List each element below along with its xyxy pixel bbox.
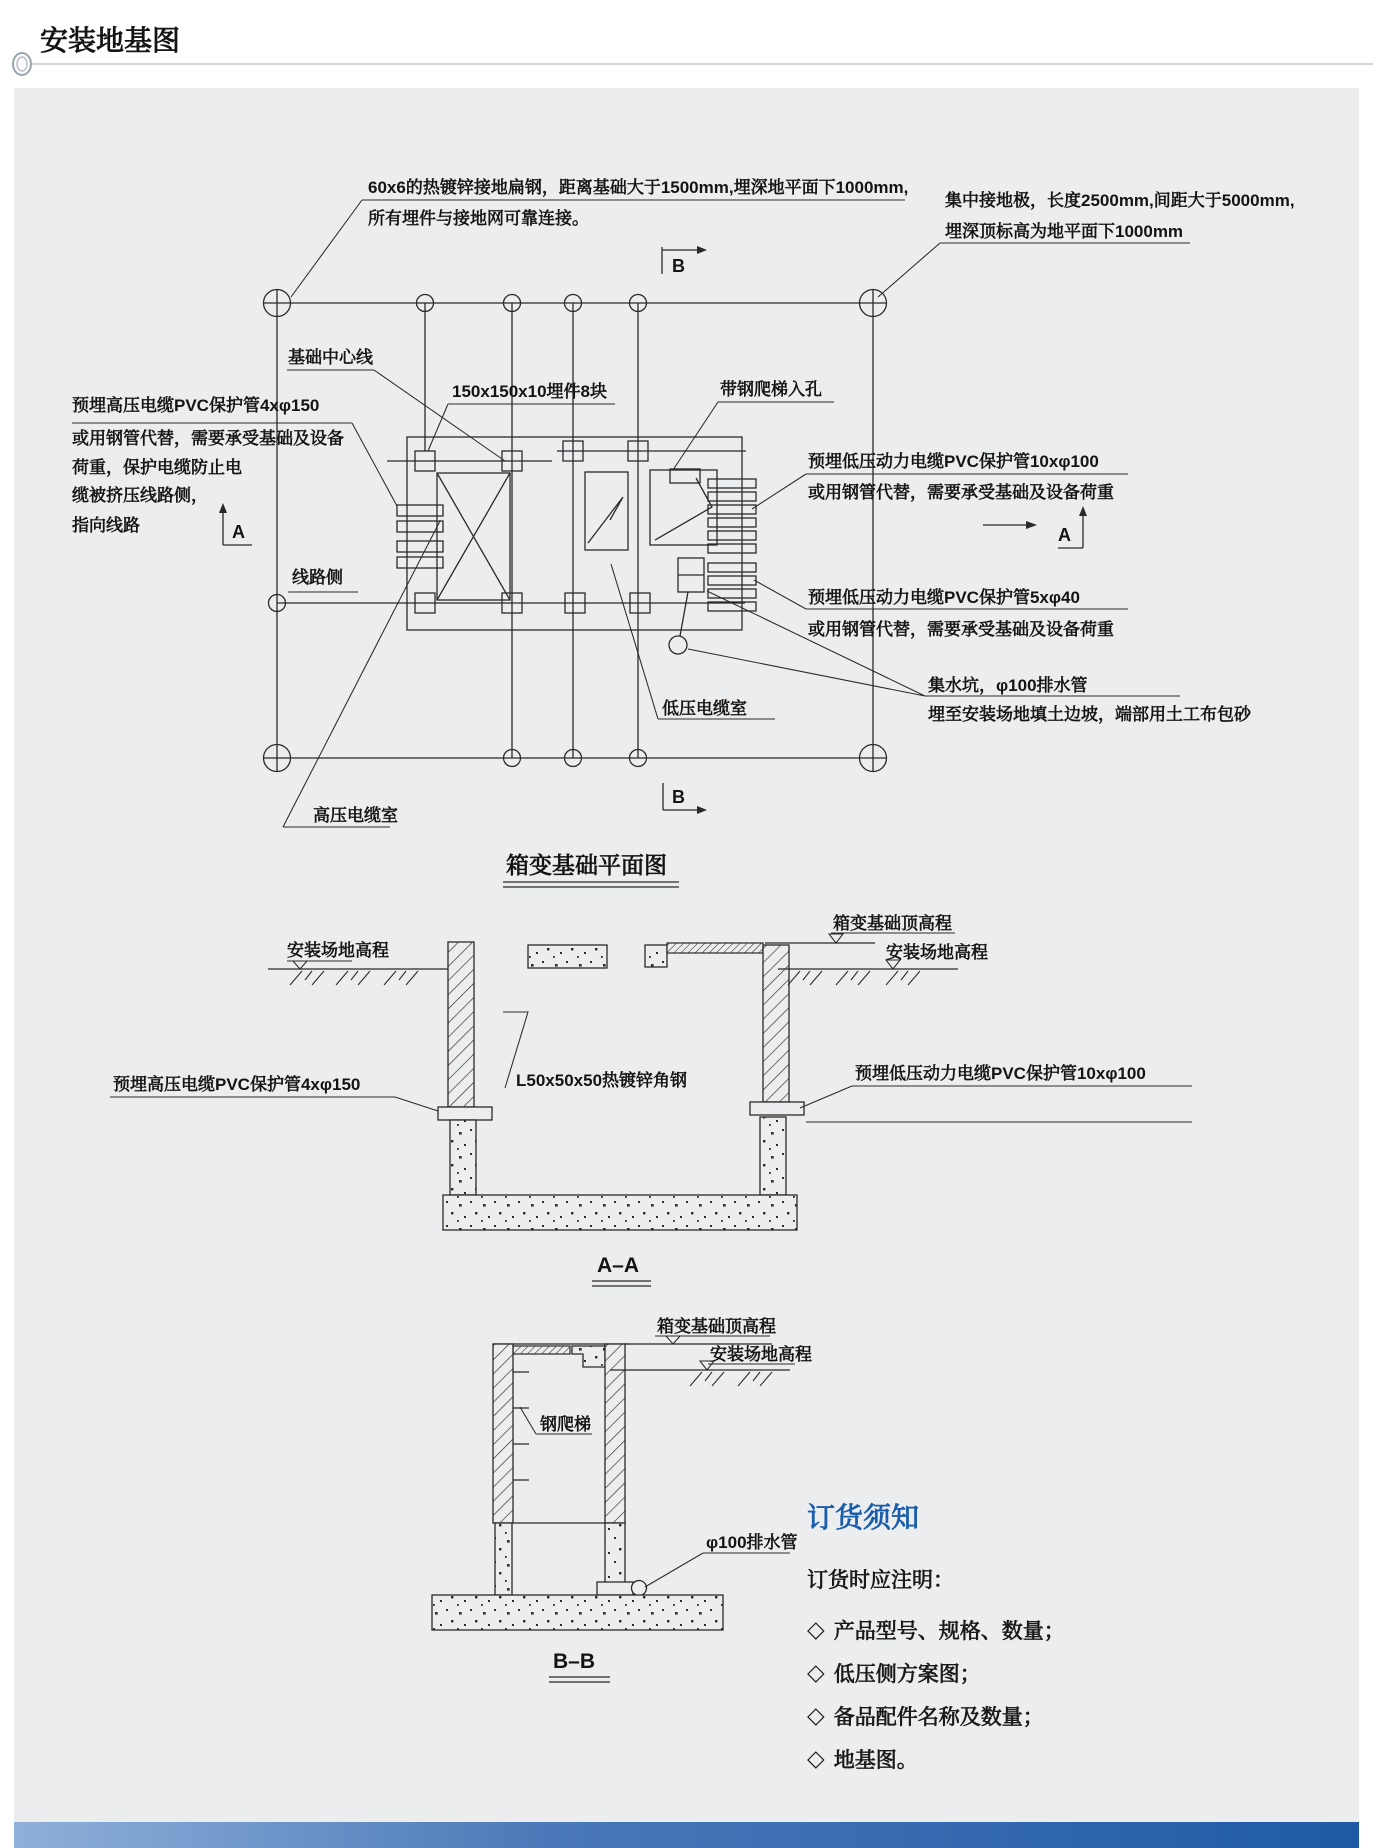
aa-bottom-slab bbox=[443, 1195, 797, 1230]
ordering-list bbox=[807, 1608, 1227, 1780]
bb-ladder-label: 钢爬梯 bbox=[540, 1415, 591, 1434]
ordering-item-label: 备品配件名称及数量； bbox=[833, 1705, 1044, 1729]
lv-cable-room bbox=[585, 472, 628, 550]
page-title: 安装地基图 bbox=[40, 25, 181, 56]
bb-drain-label: φ100排水管 bbox=[706, 1533, 798, 1552]
bb-right-wall bbox=[605, 1344, 625, 1523]
foundation-outline bbox=[407, 437, 742, 630]
bb-drain-leader bbox=[645, 1553, 790, 1587]
plan-title: 箱变基础平面图 bbox=[506, 852, 667, 878]
ordering-item bbox=[807, 1651, 1227, 1694]
note-center-line: 基础中心线 bbox=[288, 348, 373, 367]
note-electrode-2: 埋深顶标高为地平面下1000mm bbox=[945, 222, 1184, 241]
aa-left-stem bbox=[450, 1120, 476, 1195]
ordering-heading: 订货须知 bbox=[807, 1502, 920, 1533]
note-ground-strap-1: 60x6的热镀锌接地扁钢，距离基础大于1500mm,埋深地平面下1000mm, bbox=[368, 178, 909, 197]
ordering-item-label: 低压侧方案图； bbox=[833, 1662, 981, 1686]
aa-foundation-top: 箱变基础顶高程 bbox=[833, 914, 952, 933]
note-sump-1: 集水坑，φ100排水管 bbox=[928, 676, 1088, 695]
note-embed-plates: 150x150x10埋件8块 bbox=[452, 382, 608, 401]
label-line-side: 线路侧 bbox=[292, 568, 343, 587]
bb-left-wall bbox=[493, 1344, 513, 1523]
aa-level-symbol-top bbox=[829, 933, 955, 943]
aa-site-level-left: 安装场地高程 bbox=[287, 941, 389, 960]
marker-a-label: A bbox=[232, 522, 245, 542]
lv-pipe-bank-10 bbox=[708, 479, 756, 553]
label-hv-room: 高压电缆室 bbox=[313, 806, 398, 825]
section-marker-a-left bbox=[219, 503, 252, 545]
bb-angle-frame bbox=[513, 1346, 570, 1354]
aa-lv-pipe-label: 预埋低压动力电缆PVC保护管10xφ100 bbox=[855, 1064, 1146, 1083]
lv-pipe-bank-5 bbox=[708, 563, 756, 611]
marker-b-label: B bbox=[672, 787, 685, 807]
sump-and-drain bbox=[669, 558, 704, 654]
aa-title-underline bbox=[592, 1281, 651, 1286]
diamond-bullet-icon: ◇ bbox=[807, 1745, 825, 1771]
diamond-bullet-icon: ◇ bbox=[807, 1616, 825, 1642]
aa-lv-leader bbox=[800, 1086, 1192, 1122]
bb-level-symbol-top bbox=[655, 1336, 770, 1344]
plan-leader-lines bbox=[72, 200, 1190, 827]
bb-title: B–B bbox=[553, 1650, 596, 1673]
bb-drain-pipe bbox=[597, 1582, 633, 1595]
note-lv10-1: 预埋低压动力电缆PVC保护管10xφ100 bbox=[808, 452, 1099, 471]
ordering-item bbox=[807, 1608, 1227, 1651]
marker-b-label: B bbox=[672, 256, 685, 276]
ordering-item-label: 产品型号、规格、数量； bbox=[833, 1619, 1065, 1643]
diamond-bullet-icon: ◇ bbox=[807, 1702, 825, 1728]
aa-hv-leader bbox=[110, 1097, 438, 1111]
marker-a-label: A bbox=[1058, 525, 1071, 545]
bb-bottom-slab bbox=[432, 1595, 723, 1630]
hv-cable-room bbox=[437, 473, 510, 600]
bb-title-underline bbox=[549, 1677, 610, 1682]
aa-left-wall bbox=[448, 942, 474, 1107]
note-lv10-2: 或用钢管代替，需要承受基础及设备荷重 bbox=[808, 483, 1114, 502]
note-lv5-1: 预埋低压动力电缆PVC保护管5xφ40 bbox=[808, 588, 1080, 607]
ordering-item bbox=[807, 1694, 1227, 1737]
note-ground-strap-2: 所有埋件与接地网可靠连接。 bbox=[368, 209, 589, 228]
section-bb bbox=[432, 1316, 812, 1682]
bb-top-step bbox=[572, 1346, 605, 1367]
aa-pad-2 bbox=[645, 945, 667, 967]
note-manhole: 带钢爬梯入孔 bbox=[720, 380, 822, 399]
embedded-plates bbox=[415, 441, 650, 613]
section-marker-a-right bbox=[983, 506, 1087, 548]
aa-angle-steel-label: L50x50x50热镀锌角钢 bbox=[516, 1071, 688, 1090]
plan-title-underline bbox=[503, 882, 679, 887]
note-hv-3: 荷重，保护电缆防止电 bbox=[72, 458, 242, 477]
bb-foundation-top: 箱变基础顶高程 bbox=[657, 1317, 776, 1336]
aa-title: A–A bbox=[597, 1254, 640, 1277]
ordering-item bbox=[807, 1737, 1227, 1780]
plan-view bbox=[72, 177, 1295, 887]
aa-pad-1 bbox=[528, 945, 607, 968]
diamond-bullet-icon: ◇ bbox=[807, 1659, 825, 1685]
note-hv-4: 缆被挤压线路侧， bbox=[72, 486, 208, 505]
ordering-item-label: 地基图。 bbox=[833, 1748, 918, 1772]
hv-pipe-bank bbox=[397, 505, 443, 568]
bb-ladder-rungs bbox=[513, 1372, 605, 1523]
ordering-intro: 订货时应注明： bbox=[807, 1569, 954, 1592]
bb-left-stem bbox=[495, 1523, 512, 1595]
bb-drain-outlet bbox=[632, 1581, 647, 1596]
bb-site-level: 安装场地高程 bbox=[710, 1345, 812, 1364]
page-header bbox=[13, 25, 1373, 75]
aa-angle-frame bbox=[667, 943, 763, 953]
aa-hv-pipe-label: 预埋高压电缆PVC保护管4xφ150 bbox=[113, 1075, 361, 1094]
label-lv-room: 低压电缆室 bbox=[662, 699, 747, 718]
note-sump-2: 埋至安装场地填土边坡，端部用土工布包砂 bbox=[928, 705, 1251, 724]
manhole-room bbox=[650, 469, 717, 545]
note-hv-2: 或用钢管代替，需要承受基础及设备 bbox=[72, 429, 344, 448]
section-marker-b-bottom bbox=[663, 783, 707, 814]
section-aa bbox=[110, 913, 1192, 1286]
note-electrode-1: 集中接地极，长度2500mm,间距大于5000mm, bbox=[945, 191, 1295, 210]
ordering-notes bbox=[807, 1496, 1227, 1780]
note-hv-5: 指向线路 bbox=[72, 516, 140, 535]
note-lv5-2: 或用钢管代替，需要承受基础及设备荷重 bbox=[808, 620, 1114, 639]
aa-site-level-right: 安装场地高程 bbox=[886, 943, 988, 962]
section-marker-b-top bbox=[662, 246, 707, 276]
aa-left-pipe-block bbox=[438, 1107, 492, 1120]
aa-right-stem bbox=[760, 1117, 786, 1195]
note-hv-1: 预埋高压电缆PVC保护管4xφ150 bbox=[72, 396, 320, 415]
aa-level-symbol-left bbox=[287, 961, 352, 969]
aa-right-pipe-block bbox=[750, 1102, 804, 1115]
